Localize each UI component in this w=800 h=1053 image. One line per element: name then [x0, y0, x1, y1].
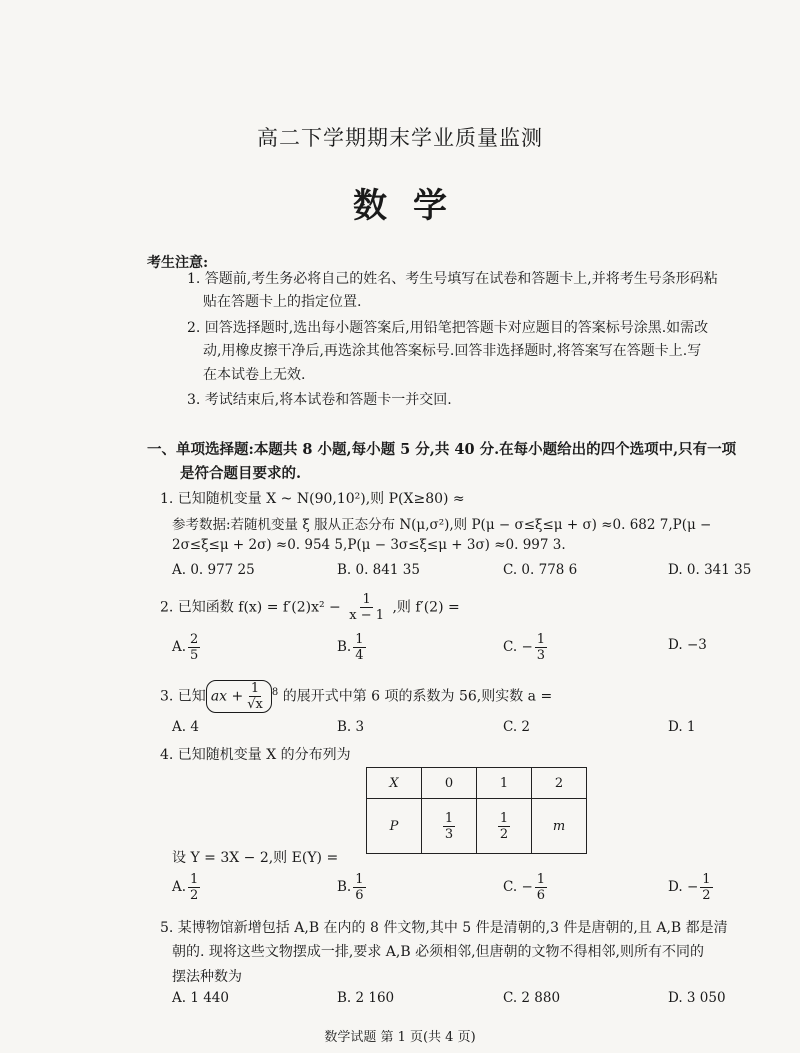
question-3-stem-pre: 3. 已知 [160, 688, 206, 705]
fraction-denominator: 2 [702, 888, 711, 903]
table-cell [422, 799, 477, 854]
fraction-denominator: 3 [536, 648, 546, 663]
fraction-denominator: x − 1 [349, 608, 384, 623]
question-1-stem: 1. 已知随机变量 X ~ N(90,10²),则 P(X≥80) ≈ [160, 491, 465, 507]
question-2-option-d [668, 637, 707, 653]
question-1-option-a: A. 0. 977 25 [172, 562, 255, 578]
fraction-numerator: 1 [536, 632, 546, 647]
question-5-option-d: D. 3 050 [668, 990, 726, 1006]
question-5-line: 朝的. 现将这些文物摆成一排,要求 A,B 必须相邻,但唐朝的文物不得相邻,则所有不同的 [172, 944, 704, 960]
question-3-stem [160, 680, 552, 713]
fraction-numerator: 1 [536, 872, 546, 887]
question-4-line2: 设 Y = 3X − 2,则 E(Y) = [172, 850, 339, 866]
question-4-option-a [172, 872, 202, 903]
question-4-option-b [337, 872, 368, 903]
fraction-numerator: 1 [362, 592, 371, 607]
fraction-numerator: 1 [250, 681, 260, 696]
question-2-stem [160, 592, 460, 623]
notice-item: 2. 回答选择题时,选出每小题答案后,用铅笔把答题卡对应题目的答案标号涂黑.如需改 [187, 320, 709, 336]
question-3-option-c: C. 2 [503, 719, 531, 735]
table-cell: 0 [422, 768, 477, 799]
fraction-denominator: 2 [499, 826, 509, 842]
option-fraction [188, 632, 200, 663]
distribution-table [366, 767, 587, 854]
section-heading: 一、单项选择题:本题共 8 小题,每小题 5 分,共 40 分.在每小题给出的四个选项中,只有一项 [147, 441, 737, 458]
option-label: D. [668, 879, 683, 895]
fraction-numerator: 1 [190, 872, 199, 887]
question-2-stem-post: ,则 f′(2) = [392, 599, 460, 616]
fraction-denominator: 6 [536, 888, 546, 903]
option-fraction [535, 632, 547, 663]
fraction-numerator: 1 [355, 632, 364, 647]
option-label: B. [337, 639, 352, 655]
question-5-option-b: B. 2 160 [337, 990, 395, 1006]
question-4-option-c [503, 872, 549, 903]
question-3-expression [206, 680, 272, 713]
option-label: D. [668, 637, 683, 653]
notice-item: 贴在答题卡上的指定位置. [203, 294, 362, 310]
question-2-option-b [337, 632, 368, 663]
option-label: A. [172, 639, 187, 655]
question-4-option-d [668, 872, 715, 903]
fraction-denominator: 6 [355, 888, 364, 903]
exam-subtitle: 高二下学期期末学业质量监测 [257, 126, 543, 150]
fraction-numerator: 1 [444, 810, 454, 826]
option-label: C. [503, 879, 518, 895]
question-3-option-d: D. 1 [668, 719, 696, 735]
fraction-numerator: 1 [499, 810, 509, 826]
notice-heading: 考生注意: [147, 255, 209, 271]
table-cell: P [367, 799, 422, 854]
exam-title: 数学 [353, 186, 473, 226]
fraction-denominator: 3 [444, 826, 454, 842]
option-fraction [188, 872, 200, 903]
question-5-option-a: A. 1 440 [172, 990, 229, 1006]
notice-item: 3. 考试结束后,将本试卷和答题卡一并交回. [187, 392, 452, 408]
question-1-ref: 2σ≤ξ≤μ + 2σ) ≈0. 954 5,P(μ − 3σ≤ξ≤μ + 3σ) ≈0. 997 3. [172, 537, 566, 553]
expression-term: ax + [210, 688, 244, 705]
option-fraction [353, 872, 365, 903]
notice-item: 1. 答题前,考生务必将自己的姓名、考生号填写在试卷和答题卡上,并将考生号条形码粘 [187, 271, 718, 287]
question-3-option-b: B. 3 [337, 719, 365, 735]
option-sign: − [686, 879, 699, 895]
table-cell: m [532, 799, 587, 854]
table-row [367, 799, 587, 854]
question-5-line: 摆法种数为 [172, 969, 242, 985]
expression-power: 8 [271, 686, 279, 698]
question-1-option-d: D. 0. 341 35 [668, 562, 752, 578]
expression-fraction [245, 681, 265, 712]
option-fraction [700, 872, 712, 903]
question-3-stem-post: 的展开式中第 6 项的系数为 56,则实数 a = [282, 688, 553, 705]
option-label: C. [503, 639, 518, 655]
question-2-option-a [172, 632, 202, 663]
option-fraction [353, 632, 365, 663]
fraction-denominator: √x [247, 697, 263, 712]
question-4-stem: 4. 已知随机变量 X 的分布列为 [160, 747, 351, 763]
question-1-ref: 参考数据:若随机变量 ξ 服从正态分布 N(μ,σ²),则 P(μ − σ≤ξ≤μ + σ) ≈0. 682 7,P(μ − [172, 517, 712, 533]
question-5-line: 5. 某博物馆新增包括 A,B 在内的 8 件文物,其中 5 件是清朝的,3 件是唐朝的,且 A,B 都是清 [160, 920, 728, 936]
fraction-denominator: 5 [190, 648, 199, 663]
table-cell [477, 799, 532, 854]
fraction-numerator: 2 [190, 632, 199, 647]
question-2-fraction [347, 592, 386, 623]
fraction-numerator: 1 [702, 872, 711, 887]
option-label: A. [172, 879, 187, 895]
table-cell: X [367, 768, 422, 799]
table-cell: 1 [477, 768, 532, 799]
option-sign: − [521, 639, 533, 655]
question-2-stem-pre: 2. 已知函数 f(x) = f′(2)x² − [160, 599, 341, 616]
option-label: B. [337, 879, 352, 895]
fraction-denominator: 2 [190, 888, 199, 903]
page-footer: 数学试题 第 1 页(共 4 页) [324, 1030, 476, 1045]
table-cell: 2 [532, 768, 587, 799]
question-3-option-a: A. 4 [172, 719, 199, 735]
cell-fraction [498, 811, 510, 842]
option-sign: − [521, 879, 533, 895]
question-5-option-c: C. 2 880 [503, 990, 561, 1006]
question-1-option-c: C. 0. 778 6 [503, 562, 578, 578]
fraction-denominator: 4 [355, 648, 364, 663]
table-row [367, 768, 587, 799]
fraction-numerator: 1 [355, 872, 364, 887]
question-1-option-b: B. 0. 841 35 [337, 562, 420, 578]
option-fraction [535, 872, 547, 903]
cell-fraction [443, 811, 455, 842]
option-text: −3 [686, 637, 707, 653]
notice-item: 在本试卷上无效. [203, 367, 306, 383]
question-2-option-c [503, 632, 549, 663]
notice-item: 动,用橡皮擦干净后,再选涂其他答案标号.回答非选择题时,将答案写在答题卡上.写 [203, 343, 702, 359]
section-heading: 是符合题目要求的. [180, 465, 302, 482]
